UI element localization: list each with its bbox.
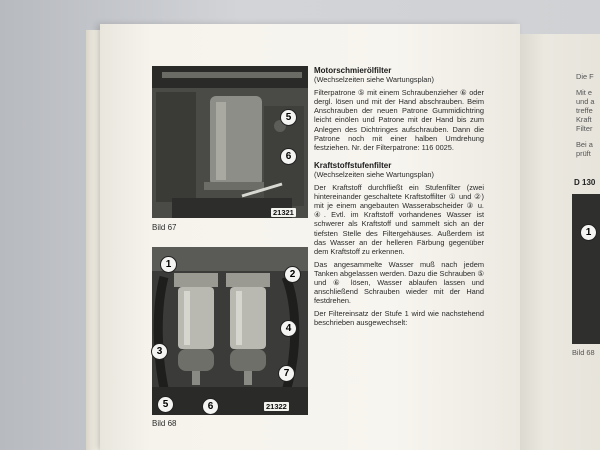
photo-oil-filter <box>152 66 308 218</box>
facing-heading: D 130 <box>574 178 596 187</box>
callout-6-top: 6 <box>280 148 297 165</box>
facing-line-7: Bei a <box>576 140 593 149</box>
callout-4: 4 <box>280 320 297 337</box>
callout-5: 5 <box>157 396 174 413</box>
callout-1: 1 <box>160 256 177 273</box>
facing-line-3: und a <box>576 97 595 106</box>
section-title-fuel-filter: Kraftstoffstufenfilter <box>314 160 392 170</box>
photo-number-top: 21321 <box>273 208 294 217</box>
section-title-oil-filter: Motorschmierölfilter <box>314 66 392 75</box>
facing-line-6: Filter <box>576 124 593 133</box>
paragraph-oil-filter: Filterpatrone ⑤ mit einem Schraubenzieher ⑥ oder dergl. lösen und mit der Hand abschrauben. Beim Anschrauben der neuen Patrone Gummidichtring leicht einölen und Patrone mit der Hand bis zum Anlegen des Dichtringes aufschrauben. Dann die Patrone noch mit einer halben Umdrehung festziehen. Nr. der Filterpatrone: 116 0025. <box>314 88 484 152</box>
callout-7: 7 <box>278 365 295 382</box>
facing-callout-1: 1 <box>580 224 597 241</box>
facing-photo <box>572 194 600 344</box>
callout-6: 6 <box>202 398 219 415</box>
facing-page <box>520 34 600 450</box>
caption-bild-68: Bild 68 <box>152 419 177 428</box>
facing-line-5: Kraft <box>576 115 592 124</box>
section-subtitle-oil-filter: (Wechselzeiten siehe Wartungsplan) <box>314 75 434 85</box>
text-column <box>314 66 484 331</box>
facing-line-1: Die F <box>576 72 594 81</box>
callout-3: 3 <box>151 343 168 360</box>
section-subtitle-fuel-filter: (Wechselzeiten siehe Wartungsplan) <box>314 169 434 179</box>
facing-line-8: prüft <box>576 149 591 158</box>
callout-2: 2 <box>284 266 301 283</box>
paragraph-fuel-filter-2: Das angesammelte Wasser muß nach jedem Tanken abgelassen werden. Dazu die Schrauben ⑤ und ⑥ lösen, Wasser ablaufen lassen und anschließend Schrauben wieder mit der Hand festdrehen. <box>314 259 484 306</box>
facing-line-4: treffe <box>576 106 593 115</box>
photo-number-bottom: 21322 <box>266 402 287 411</box>
paragraph-fuel-filter-1: Der Kraftstoff durchfließt ein Stufenfilter (zwei hintereinander geschaltete Kraftstoffilter ① und ②) mit je einem angebauten Wasserabscheider ③ u. ④. Evtl. im Kraftstoff vorhandenes Wasser ist schwerer als Kraftstoff und sammelt sich an der tiefsten Stelle des Filtergehäuses. Außerdem ist das Wasser an der helleren Färbung gegenüber dem Kraftstoff zu erkennen. <box>314 183 484 256</box>
callout-5-top: 5 <box>280 109 297 126</box>
caption-bild-67: Bild 67 <box>152 223 177 232</box>
paragraph-fuel-filter-3: Der Filtereinsatz der Stufe 1 wird wie nachstehend beschrieben ausgewechselt: <box>314 309 484 328</box>
photo-oil-filter-drawing <box>152 66 308 218</box>
facing-caption: Bild 68 <box>572 348 595 357</box>
facing-line-2: Mit e <box>576 88 593 97</box>
